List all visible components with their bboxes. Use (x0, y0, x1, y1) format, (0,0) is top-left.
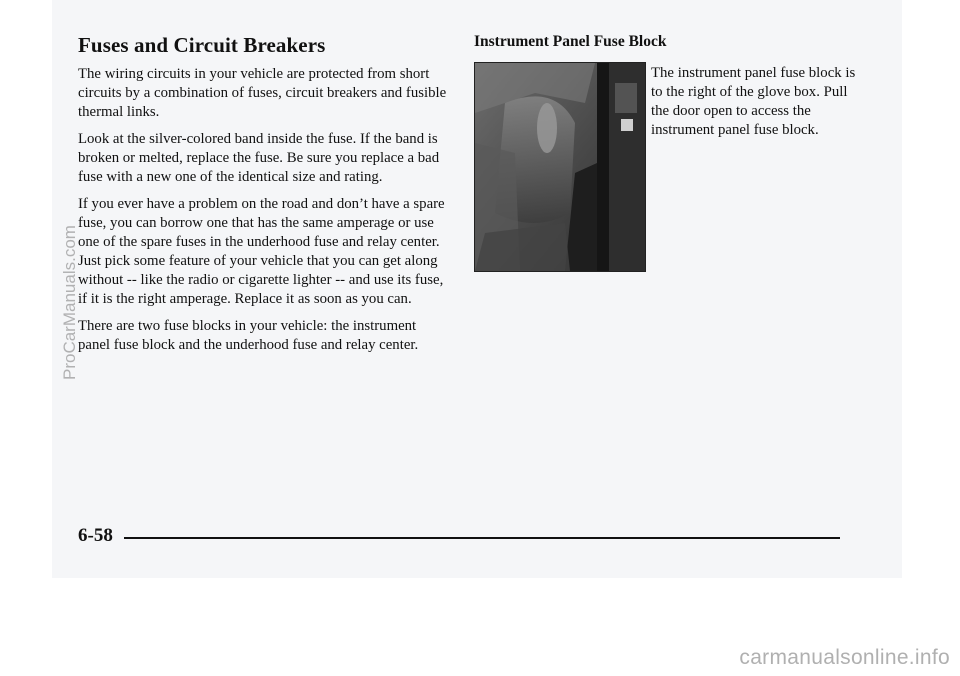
fuse-block-description: The instrument panel fuse block is to the right of the glove box. Pull the door open to access the instrument panel fuse block. (651, 65, 856, 138)
footer-rule (124, 537, 840, 539)
subsection-title: Instrument Panel Fuse Block (474, 33, 667, 50)
paragraph-2: Look at the silver-colored band inside the fuse. If the band is broken or melted, replace the fuse. Be sure you replace a bad fuse with a new one of the identical size and rating. (78, 131, 440, 185)
paragraph-1: The wiring circuits in your vehicle are protected from short circuits by a combination of fuses, circuit breakers and fusible thermal links. (78, 66, 447, 120)
fuse-block-photo (474, 62, 646, 272)
paragraph-3: If you ever have a problem on the road and don’t have a spare fuse, you can borrow one that has the same amperage or use one of the spare fuses in the underhood fuse and relay center. Just pick some feature of your vehicle that you can get along without -- like the radio or cigarette lighter -- and use its fuse, if it is the right amperage. Replace it as soon as you can. (78, 196, 445, 307)
left-column (78, 65, 450, 363)
section-title: Fuses and Circuit Breakers (78, 33, 326, 57)
paragraph-4: There are two fuse blocks in your vehicle: the instrument panel fuse block and the underhood fuse and relay center. (78, 318, 419, 353)
fuse-block-photo-illustration (475, 63, 645, 271)
corner-watermark: carmanualsonline.info (739, 646, 950, 669)
side-watermark: ProCarManuals.com (60, 225, 79, 380)
page-number: 6-58 (78, 525, 113, 546)
